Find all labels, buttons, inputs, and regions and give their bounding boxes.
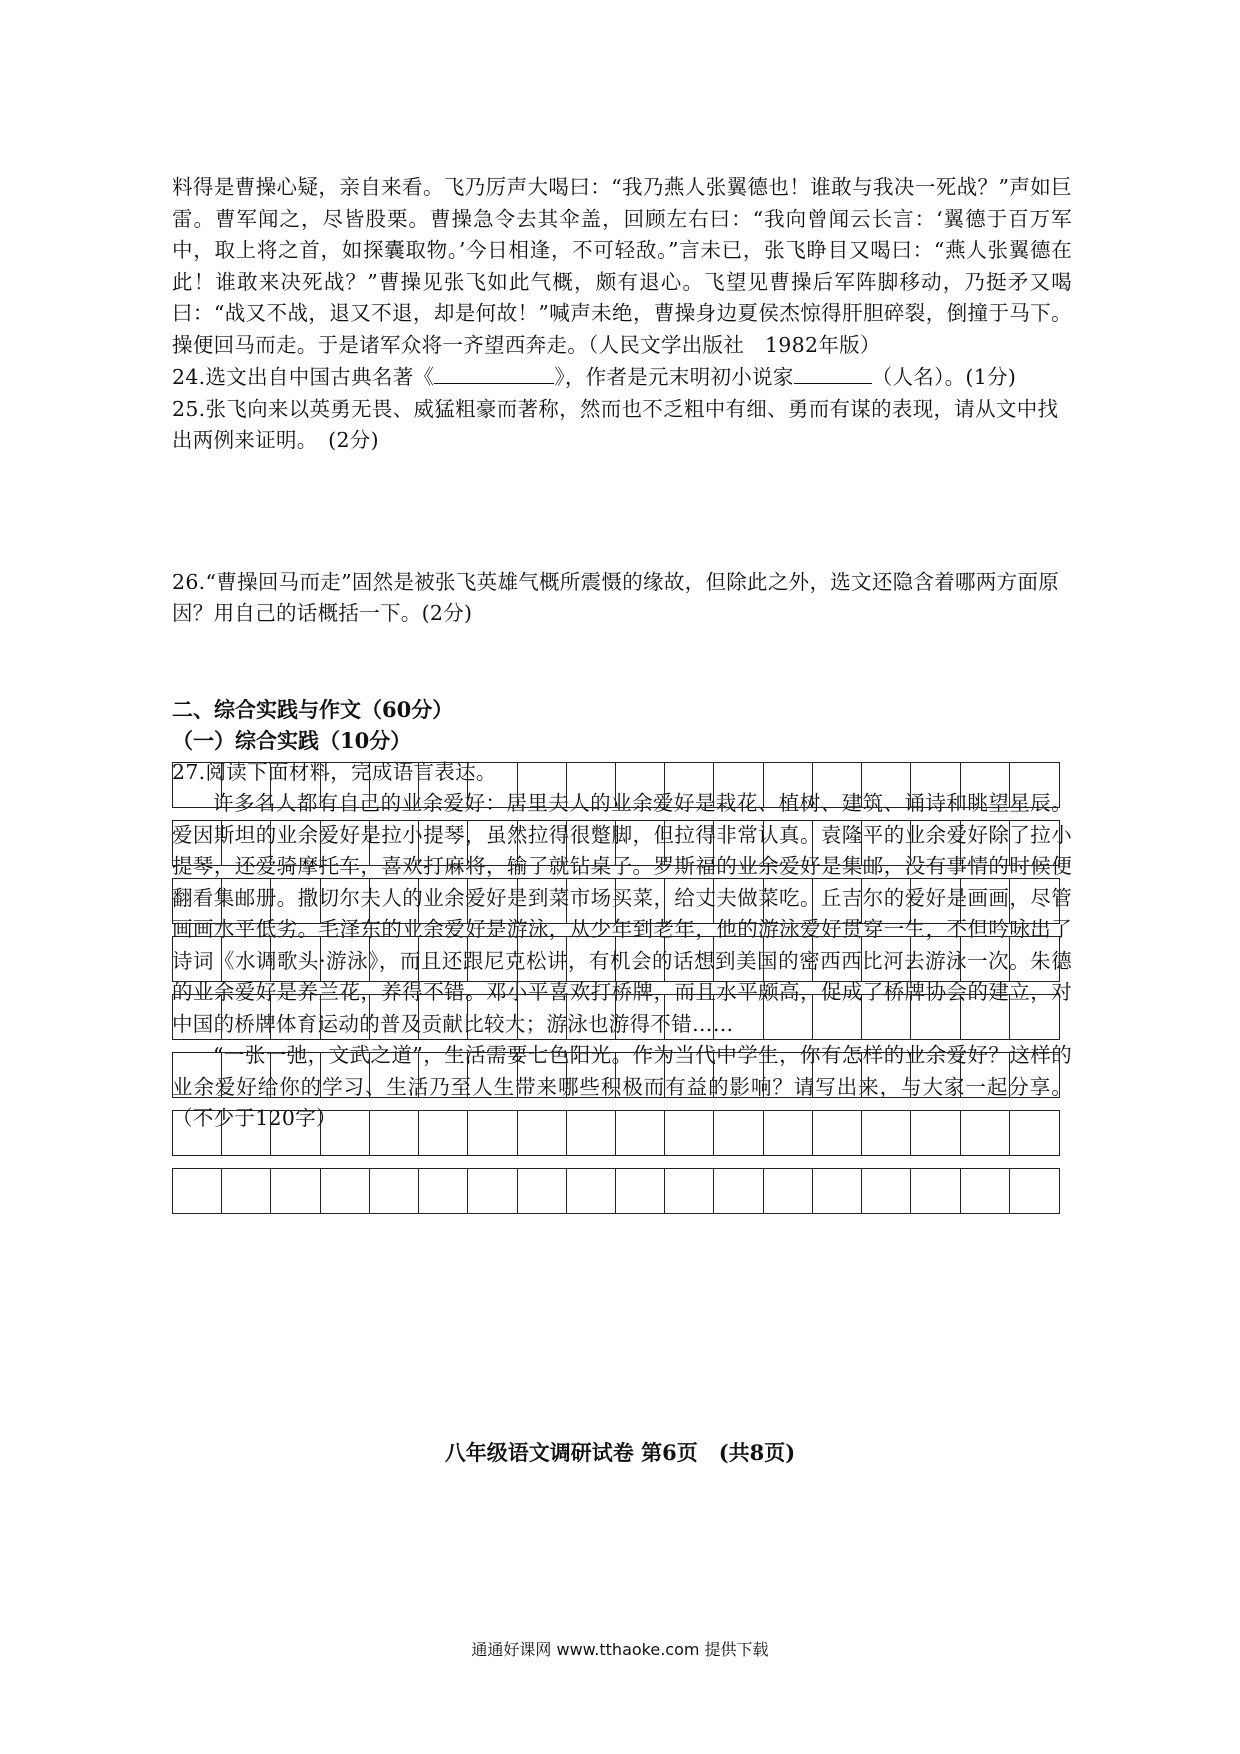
question-24-author-blank[interactable] <box>794 361 872 384</box>
grid-cell[interactable] <box>764 995 813 1039</box>
grid-cell[interactable] <box>173 879 222 923</box>
grid-cell[interactable] <box>222 1053 271 1097</box>
grid-cell[interactable] <box>813 1053 862 1097</box>
grid-cell[interactable] <box>813 995 862 1039</box>
question-26: 26.“曹操回马而走”固然是被张飞英雄气概所震慑的缘故，但除此之外，选文还隐含着哪两方面原因？用自己的话概括一下。(2分) <box>172 569 1060 625</box>
grid-cell[interactable] <box>271 1111 320 1155</box>
grid-cell[interactable] <box>567 821 616 865</box>
question-27-prompt: “一张一弛，文武之道”，生活需要七色阳光。作为当代中学生，你有怎样的业余爱好？这样的业余爱好给你的学习、生活乃至人生带来哪些积极而有益的影响？请写出来，与大家一起分享。（不少于120字） <box>172 1043 1072 1130</box>
grid-cell[interactable] <box>862 763 911 807</box>
grid-cell[interactable] <box>321 879 370 923</box>
grid-cell[interactable] <box>271 1053 320 1097</box>
grid-cell[interactable] <box>665 1111 714 1155</box>
grid-cell[interactable] <box>665 879 714 923</box>
question-25: 25.张飞向来以英勇无畏、威猛粗豪而著称，然而也不乏粗中有细、勇而有谋的表现，请从文中找出两例来证明。 (2分) <box>172 396 1059 452</box>
grid-cell[interactable] <box>321 821 370 865</box>
grid-cell[interactable] <box>271 1169 320 1213</box>
grid-cell[interactable] <box>961 937 1010 981</box>
grid-cell[interactable] <box>961 1053 1010 1097</box>
grid-cell[interactable] <box>370 1169 419 1213</box>
grid-cell[interactable] <box>1010 821 1059 865</box>
grid-cell[interactable] <box>567 1053 616 1097</box>
grid-cell[interactable] <box>173 821 222 865</box>
grid-cell[interactable] <box>714 995 763 1039</box>
grid-cell[interactable] <box>419 879 468 923</box>
grid-cell[interactable] <box>616 937 665 981</box>
grid-cell[interactable] <box>518 1053 567 1097</box>
grid-cell[interactable] <box>370 879 419 923</box>
grid-cell[interactable] <box>271 763 320 807</box>
grid-cell[interactable] <box>370 821 419 865</box>
grid-cell[interactable] <box>714 821 763 865</box>
grid-cell[interactable] <box>862 1053 911 1097</box>
question-24-text-1: 24.选文出自中国古典名著《 <box>172 365 435 389</box>
grid-cell[interactable] <box>1010 937 1059 981</box>
grid-cell[interactable] <box>173 1169 222 1213</box>
grid-cell[interactable] <box>173 1053 222 1097</box>
grid-row <box>172 1168 1060 1214</box>
grid-cell[interactable] <box>616 1111 665 1155</box>
grid-cell[interactable] <box>518 937 567 981</box>
grid-cell[interactable] <box>813 1169 862 1213</box>
question-27: 27.阅读下面材料，完成语言表达。 <box>172 759 497 784</box>
grid-cell[interactable] <box>370 763 419 807</box>
grid-cell[interactable] <box>764 1169 813 1213</box>
grid-cell[interactable] <box>567 937 616 981</box>
grid-cell[interactable] <box>961 879 1010 923</box>
grid-cell[interactable] <box>813 821 862 865</box>
grid-cell[interactable] <box>911 1169 960 1213</box>
grid-cell[interactable] <box>468 1111 517 1155</box>
grid-cell[interactable] <box>1010 1169 1059 1213</box>
grid-cell[interactable] <box>370 1053 419 1097</box>
grid-cell[interactable] <box>665 763 714 807</box>
grid-cell[interactable] <box>665 821 714 865</box>
grid-cell[interactable] <box>468 763 517 807</box>
question-24-text-3: （人名）。(1分) <box>871 365 1017 389</box>
grid-cell[interactable] <box>222 1111 271 1155</box>
grid-cell[interactable] <box>1010 1053 1059 1097</box>
grid-cell[interactable] <box>419 995 468 1039</box>
grid-cell[interactable] <box>764 937 813 981</box>
grid-cell[interactable] <box>911 821 960 865</box>
grid-cell[interactable] <box>1010 995 1059 1039</box>
grid-cell[interactable] <box>271 879 320 923</box>
grid-cell[interactable] <box>271 821 320 865</box>
grid-cell[interactable] <box>321 937 370 981</box>
grid-cell[interactable] <box>173 1111 222 1155</box>
grid-cell[interactable] <box>616 1053 665 1097</box>
grid-cell[interactable] <box>468 1053 517 1097</box>
reading-passage: 料得是曹操心疑，亲自来看。飞乃厉声大喝曰：“我乃燕人张翼德也！谁敢与我决一死战？”声如巨雷。曹军闻之，尽皆股栗。曹操急令去其伞盖，回顾左右曰：“我向曾闻云长言：‘翼德于百万军中，取上将之首，如探囊取物。’今日相逢，不可轻敌。”言未已，张飞睁目又喝曰：“燕人张翼德在此！谁敢来决死战？”曹操见张飞如此气概，颇有退心。飞望见曹操后军阵脚移动，乃挺矛又喝曰：“战又不战，退又不退，却是何故！”喊声未绝，曹操身边夏侯杰惊得肝胆碎裂，倒撞于马下。操便回马而走。于是诸军众将一齐望西奔走。（人民文学出版社 1982年版） <box>172 175 1072 357</box>
section-2-title: 二、综合实践与作文（60分） <box>172 696 454 722</box>
grid-cell[interactable] <box>961 995 1010 1039</box>
grid-cell[interactable] <box>911 763 960 807</box>
grid-cell[interactable] <box>468 879 517 923</box>
grid-cell[interactable] <box>862 937 911 981</box>
grid-cell[interactable] <box>173 995 222 1039</box>
grid-cell[interactable] <box>567 1169 616 1213</box>
grid-cell[interactable] <box>714 879 763 923</box>
grid-cell[interactable] <box>616 821 665 865</box>
grid-cell[interactable] <box>419 1169 468 1213</box>
grid-cell[interactable] <box>567 995 616 1039</box>
grid-row <box>172 1052 1060 1098</box>
grid-cell[interactable] <box>370 937 419 981</box>
grid-cell[interactable] <box>665 995 714 1039</box>
grid-cell[interactable] <box>1010 879 1059 923</box>
grid-cell[interactable] <box>862 879 911 923</box>
grid-cell[interactable] <box>1010 763 1059 807</box>
grid-cell[interactable] <box>961 821 1010 865</box>
grid-cell[interactable] <box>911 995 960 1039</box>
grid-cell[interactable] <box>370 995 419 1039</box>
grid-cell[interactable] <box>518 1111 567 1155</box>
grid-cell[interactable] <box>321 995 370 1039</box>
grid-cell[interactable] <box>714 1053 763 1097</box>
grid-cell[interactable] <box>764 1111 813 1155</box>
grid-cell[interactable] <box>1010 1111 1059 1155</box>
grid-row <box>172 1110 1060 1156</box>
grid-cell[interactable] <box>764 879 813 923</box>
grid-cell[interactable] <box>321 1053 370 1097</box>
grid-cell[interactable] <box>862 995 911 1039</box>
grid-cell[interactable] <box>419 1111 468 1155</box>
grid-cell[interactable] <box>714 937 763 981</box>
grid-cell[interactable] <box>419 763 468 807</box>
grid-cell[interactable] <box>862 1169 911 1213</box>
grid-cell[interactable] <box>714 1169 763 1213</box>
grid-cell[interactable] <box>813 937 862 981</box>
grid-cell[interactable] <box>321 763 370 807</box>
question-26-answer-space[interactable] <box>172 630 1072 694</box>
grid-cell[interactable] <box>271 937 320 981</box>
grid-cell[interactable] <box>862 821 911 865</box>
grid-row <box>172 762 1060 808</box>
grid-cell[interactable] <box>222 763 271 807</box>
grid-cell[interactable] <box>616 879 665 923</box>
grid-cell[interactable] <box>222 1169 271 1213</box>
grid-cell[interactable] <box>468 821 517 865</box>
grid-cell[interactable] <box>911 1053 960 1097</box>
grid-cell[interactable] <box>419 1053 468 1097</box>
question-24 <box>172 361 1072 394</box>
grid-cell[interactable] <box>911 1111 960 1155</box>
grid-row <box>172 820 1060 866</box>
grid-cell[interactable] <box>468 995 517 1039</box>
grid-cell[interactable] <box>961 1169 1010 1213</box>
writing-grid[interactable] <box>172 762 1060 1226</box>
question-25-answer-space[interactable] <box>172 457 1072 567</box>
grid-cell[interactable] <box>616 995 665 1039</box>
grid-cell[interactable] <box>222 995 271 1039</box>
grid-cell[interactable] <box>616 763 665 807</box>
grid-cell[interactable] <box>813 879 862 923</box>
grid-cell[interactable] <box>518 821 567 865</box>
grid-cell[interactable] <box>764 763 813 807</box>
grid-cell[interactable] <box>222 821 271 865</box>
section-2-subtitle: （一）综合实践（10分） <box>172 728 412 753</box>
grid-cell[interactable] <box>370 1111 419 1155</box>
grid-cell[interactable] <box>518 995 567 1039</box>
question-24-text-2: 》，作者是元末明初小说家 <box>554 365 794 389</box>
grid-cell[interactable] <box>173 763 222 807</box>
grid-cell[interactable] <box>468 1169 517 1213</box>
grid-row <box>172 936 1060 982</box>
grid-cell[interactable] <box>321 1169 370 1213</box>
grid-cell[interactable] <box>665 1169 714 1213</box>
grid-row <box>172 994 1060 1040</box>
download-credit: 通通好课网 www.tthaoke.com 提供下载 <box>471 1640 769 1659</box>
grid-cell[interactable] <box>419 937 468 981</box>
grid-cell[interactable] <box>222 879 271 923</box>
grid-cell[interactable] <box>764 1053 813 1097</box>
question-27-material: 许多名人都有自己的业余爱好：居里夫人的业余爱好是栽花、植树、建筑、诵诗和眺望星辰。爱因斯坦的业余爱好是拉小提琴，虽然拉得很蹩脚，但拉得非常认真。袁隆平的业余爱好除了拉小提琴，还爱骑摩托车，喜欢打麻将，输了就钻桌子。罗斯福的业余爱好是集邮，没有事情的时候便翻看集邮册。撒切尔夫人的业余爱好是到菜市场买菜，给丈夫做菜吃。丘吉尔的爱好是画画，尽管画画水平低劣。毛泽东的业余爱好是游泳，从少年到老年，他的游泳爱好贯穿一生，不但吟咏出了诗词《水调歌头·游泳》，而且还跟尼克松讲，有机会的话想到美国的密西西比河去游泳一次。朱德的业余爱好是养兰花，养得不错。邓小平喜欢打桥牌，而且水平颇高，促成了桥牌协会的建立，对中国的桥牌体育运动的普及贡献比较大；游泳也游得不错…… <box>172 791 1072 1036</box>
grid-cell[interactable] <box>714 763 763 807</box>
page-footer: 八年级语文调研试卷 第6页 (共8页) <box>444 1440 796 1465</box>
grid-cell[interactable] <box>567 763 616 807</box>
grid-cell[interactable] <box>764 821 813 865</box>
grid-cell[interactable] <box>468 937 517 981</box>
grid-cell[interactable] <box>714 1111 763 1155</box>
grid-cell[interactable] <box>862 1111 911 1155</box>
grid-cell[interactable] <box>567 1111 616 1155</box>
grid-cell[interactable] <box>271 995 320 1039</box>
grid-cell[interactable] <box>665 1053 714 1097</box>
grid-cell[interactable] <box>813 1111 862 1155</box>
question-24-book-blank[interactable] <box>434 361 554 384</box>
grid-cell[interactable] <box>813 763 862 807</box>
grid-cell[interactable] <box>961 763 1010 807</box>
grid-cell[interactable] <box>911 879 960 923</box>
grid-cell[interactable] <box>518 1169 567 1213</box>
grid-cell[interactable] <box>961 1111 1010 1155</box>
grid-row <box>172 878 1060 924</box>
grid-cell[interactable] <box>911 937 960 981</box>
grid-cell[interactable] <box>567 879 616 923</box>
grid-cell[interactable] <box>321 1111 370 1155</box>
grid-cell[interactable] <box>518 879 567 923</box>
grid-cell[interactable] <box>173 937 222 981</box>
grid-cell[interactable] <box>616 1169 665 1213</box>
grid-cell[interactable] <box>222 937 271 981</box>
grid-cell[interactable] <box>419 821 468 865</box>
grid-cell[interactable] <box>665 937 714 981</box>
grid-cell[interactable] <box>518 763 567 807</box>
